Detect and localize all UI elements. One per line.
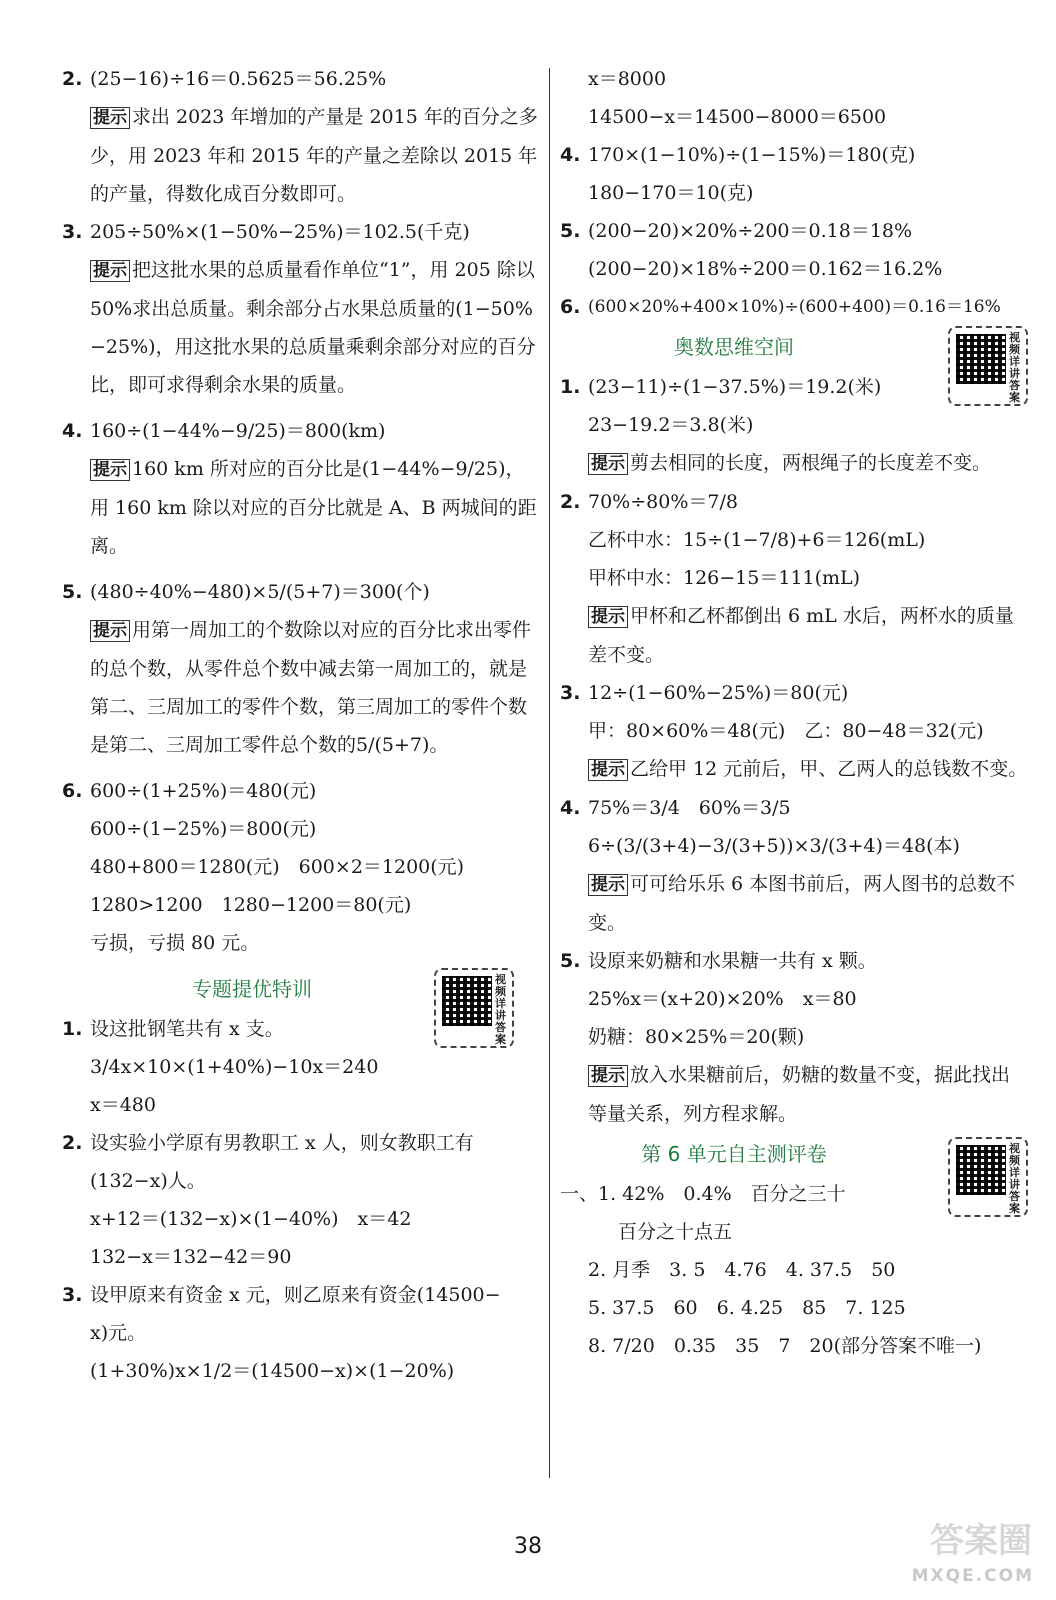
equation-line: 75%＝3/4 60%＝3/5 [588,797,791,819]
item-number: 3. [62,1284,83,1306]
conclusion-line: 亏损，亏损 80 元。 [90,932,260,954]
item-number: 5. [62,581,83,603]
section-title-special: 专题提优特训 [192,977,312,1001]
equation-line: x＝480 [90,1094,156,1116]
hint-label: 提示 [90,107,130,129]
equation-line: 设实验小学原有男教职工 x 人，则女教职工有 [90,1132,474,1154]
special-3 [62,1276,542,1390]
page-number: 38 [514,1534,542,1559]
equation-line: 132−x＝132−42＝90 [90,1246,292,1268]
equation-line: (25−16)÷16＝0.5625＝56.25% [90,68,387,90]
answer-line: 5. 37.5 60 6. 4.25 85 7. 125 [588,1297,906,1319]
equation-line: x＝8000 [588,68,667,90]
olympiad-1 [560,368,1028,483]
right-column [560,60,1028,1365]
equation-line: 3/4x×10×(1+40%)−10x＝240 [90,1056,379,1078]
special-2 [62,1124,542,1276]
equation-line: 乙杯中水：15÷(1−7/8)+6＝126(mL) [588,529,926,551]
answer-6 [62,772,542,962]
equation-line: 205÷50%×(1−50%−25%)＝102.5(千克) [90,221,470,243]
equation-line: (132−x)人。 [90,1170,206,1192]
item-number: 2. [62,1132,83,1154]
hint-text: 求出 2023 年增加的产量是 2015 年的百分之多少，用 2023 年和 2015 年的产量之差除以 2015 年的产量，得数化成百分数即可。 [90,106,538,205]
equation-line: 设原来奶糖和水果糖一共有 x 颗。 [588,950,877,972]
hint-label: 提示 [90,260,130,282]
hint-block [560,1056,1028,1133]
equation-line: 14500−x＝14500−8000＝6500 [588,106,887,128]
watermark-logo: 答案圈 [930,1521,1032,1561]
equation-line: 甲杯中水：126−15＝111(mL) [588,567,861,589]
hint-block [62,98,542,213]
answer-line: 百分之十点五 [618,1221,733,1243]
hint-text: 可可给乐乐 6 本图书前后，两人图书的总数不变。 [588,873,1016,934]
hint-text: 把这批水果的总质量看作单位“1”，用 205 除以 50%求出总质量。剩余部分占水果总质量的(1−50%−25%)，用这批水果的总质量乘剩余部分对应的百分比，即可求得剩余水果的质量。 [90,259,536,396]
section-title-unit: 第 6 单元自主测评卷 [641,1142,827,1166]
item-number: 2. [62,68,83,90]
equation-line: 1280>1200 1280−1200＝80(元) [90,894,412,916]
equation-line: (600×20%+400×10%)÷(600+400)＝0.16＝16% [588,297,1001,317]
hint-text: 用第一周加工的个数除以对应的百分比求出零件的总个数，从零件总个数中减去第一周加工的，就是第二、三周加工的零件个数，第三周加工的零件个数是第二、三周加工零件总个数的5/(5+7)。 [90,619,532,756]
qr-caption: 视频详讲答案 [1009,1142,1020,1215]
answer-4-right [560,136,1028,212]
hint-label: 提示 [588,606,628,628]
hint-text: 乙给甲 12 元前后，甲、乙两人的总钱数不变。 [630,758,1028,780]
olympiad-4 [560,789,1028,942]
hint-block [560,865,1028,942]
hint-label: 提示 [588,874,628,896]
hint-block [62,611,542,764]
item-number: 2. [560,491,581,513]
equation-line: 180−170＝10(克) [588,182,754,204]
equation-line: 设甲原来有资金 x 元，则乙原来有资金(14500− [90,1284,501,1306]
left-column [62,60,542,1390]
answer-2 [62,60,542,213]
hint-label: 提示 [90,459,130,481]
item-number: 4. [560,797,581,819]
hint-text: 放入水果糖前后，奶糖的数量不变，据此找出等量关系，列方程求解。 [588,1064,1011,1125]
equation-line: 设这批钢笔共有 x 支。 [90,1018,284,1040]
olympiad-2 [560,483,1028,674]
equation-line: 25%x＝(x+20)×20% x＝80 [588,988,857,1010]
equation-line: 奶糖：80×25%＝20(颗) [588,1026,805,1048]
watermark-url: MXQE.COM [911,1566,1034,1586]
equation-line: x+12＝(132−x)×(1−40%) x＝42 [90,1208,412,1230]
item-number: 5. [560,950,581,972]
hint-label: 提示 [588,453,628,475]
equation-line: 160÷(1−44%−9/25)＝800(km) [90,420,386,442]
answer-line: 8. 7/20 0.35 35 7 20(部分答案不唯一) [588,1335,982,1357]
special-1 [62,1010,542,1124]
hint-text: 剪去相同的长度，两根绳子的长度差不变。 [630,452,992,474]
item-number: 3. [560,682,581,704]
hint-block [62,251,542,404]
item-number: 4. [62,420,83,442]
answer-3-continued [560,60,1028,136]
item-number: 5. [560,220,581,242]
equation-line: 600÷(1+25%)＝480(元) [90,780,317,802]
hint-text: 甲杯和乙杯都倒出 6 mL 水后，两杯水的质量差不变。 [588,605,1014,666]
equation-line: 480+800＝1280(元) 600×2＝1200(元) [90,856,465,878]
equation-line: (200−20)×20%÷200＝0.18＝18% [588,220,913,242]
equation-line: (480÷40%−480)×5/(5+7)＝300(个) [90,581,430,603]
unit-answers [560,1175,1028,1365]
qr-caption: 视频详讲答案 [495,973,506,1046]
equation-line: (23−11)÷(1−37.5%)＝19.2(米) [588,376,882,398]
item-number: 3. [62,221,83,243]
equation-line: 170×(1−10%)÷(1−15%)＝180(克) [588,144,916,166]
item-number: 4. [560,144,581,166]
hint-block [560,444,1028,483]
equation-line: 12÷(1−60%−25%)＝80(元) [588,682,849,704]
qr-caption: 视频详讲答案 [1009,331,1020,404]
answer-5 [62,573,542,764]
hint-label: 提示 [90,620,130,642]
answer-line: 2. 月季 3. 5 4.76 4. 37.5 50 [588,1259,896,1281]
equation-line: 600÷(1−25%)＝800(元) [90,818,317,840]
olympiad-5 [560,942,1028,1133]
hint-block [560,597,1028,674]
equation-line: (200−20)×18%÷200＝0.162＝16.2% [588,258,943,280]
equation-line: 70%÷80%＝7/8 [588,491,738,513]
hint-block [62,450,542,565]
answer-5-right [560,212,1028,288]
olympiad-3 [560,674,1028,789]
item-number: 6. [560,296,581,318]
equation-line: 6÷(3/(3+4)−3/(3+5))×3/(3+4)＝48(本) [588,835,960,857]
item-number: 1. [62,1018,83,1040]
hint-text: 160 km 所对应的百分比是(1−44%−9/25)，用 160 km 除以对应的百分比就是 A、B 两城间的距离。 [90,458,537,557]
column-divider [549,68,550,1478]
equation-line: (1+30%)x×1/2＝(14500−x)×(1−20%) [90,1360,455,1382]
hint-block [560,750,1028,789]
item-number: 6. [62,780,83,802]
answer-6-right [560,288,1028,326]
equation-line: 甲：80×60%＝48(元) 乙：80−48＝32(元) [588,720,984,742]
equation-line: x)元。 [90,1322,147,1344]
hint-label: 提示 [588,1065,628,1087]
answer-line: 一、1. 42% 0.4% 百分之三十 [560,1183,846,1205]
equation-line: 23−19.2＝3.8(米) [588,414,754,436]
hint-label: 提示 [588,759,628,781]
section-title-olympiad: 奥数思维空间 [674,335,794,359]
answer-4 [62,412,542,565]
answer-3 [62,213,542,404]
item-number: 1. [560,376,581,398]
